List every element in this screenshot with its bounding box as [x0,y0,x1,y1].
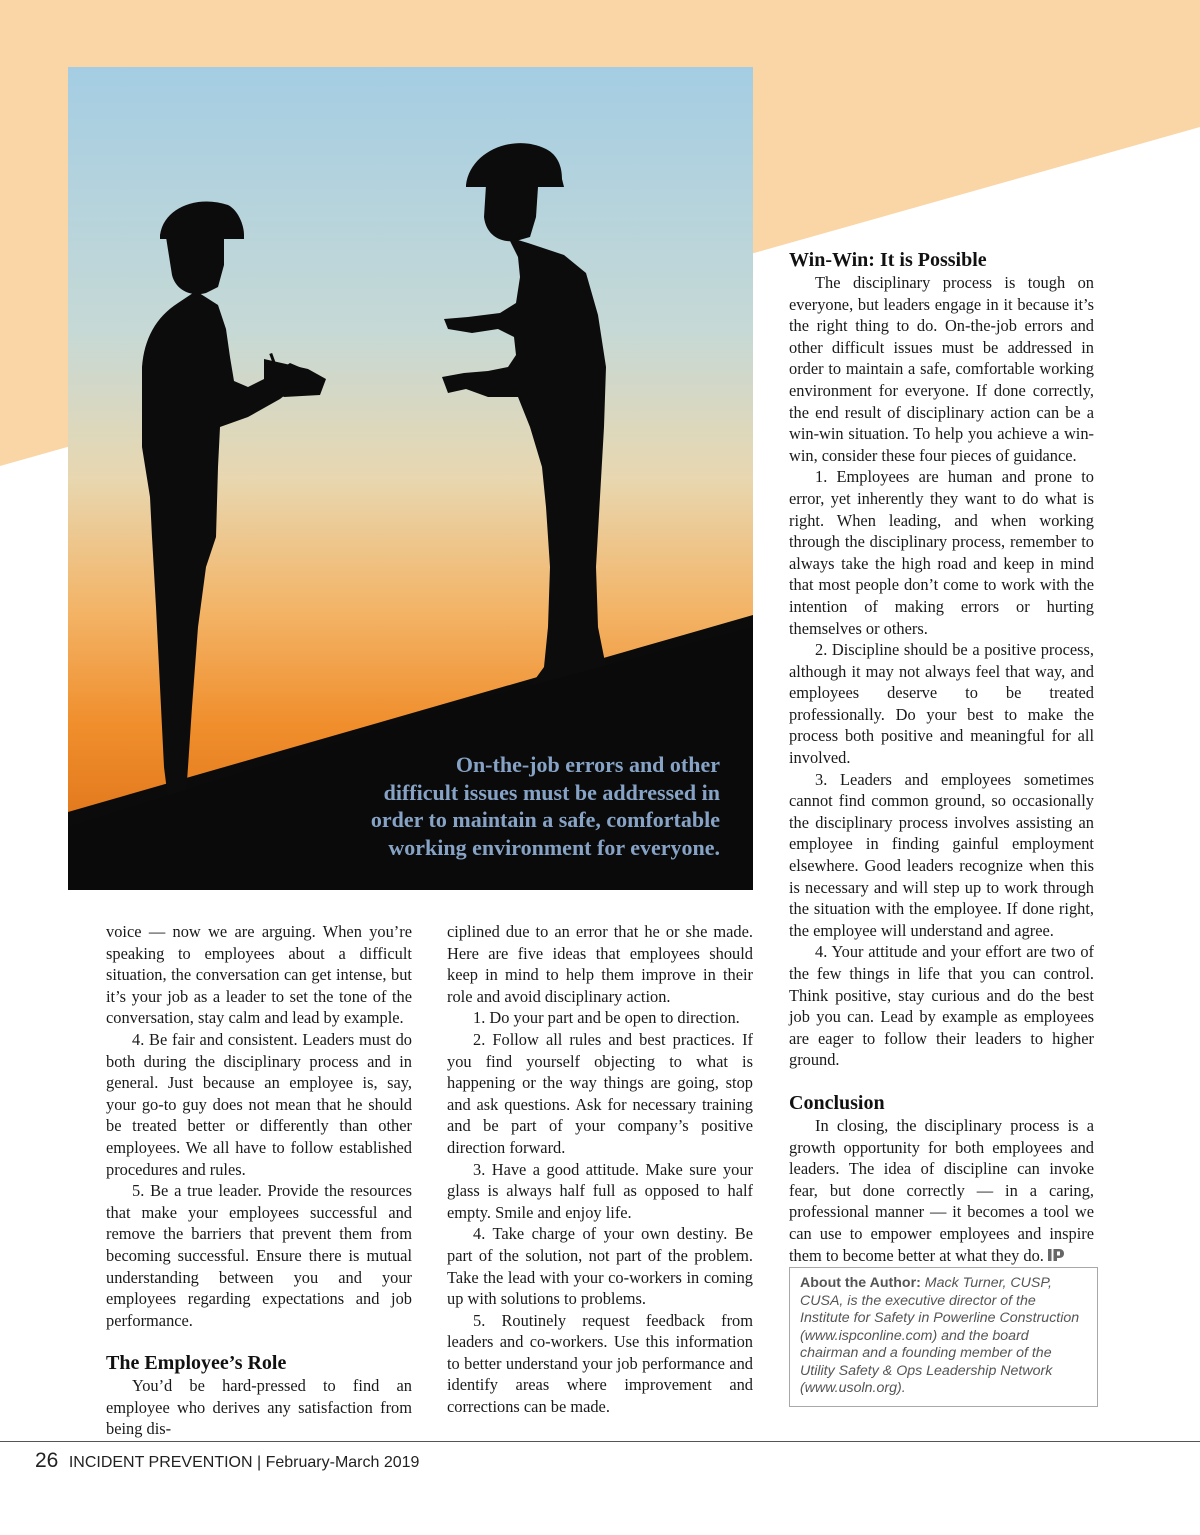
article-column-3 [789,248,1094,1266]
pull-quote-line: On-the-job errors and other [455,752,720,777]
section-heading: Conclusion [789,1091,885,1114]
paragraph: 4. Your attitude and your effort are two of the few things in life that you can control. Think positive, stay curious and do the best job you can. Lead by example as employees are eager to follow their leaders to higher ground. [789,942,1094,1070]
paragraph: 1. Do your part and be open to direction. [473,1008,740,1028]
paragraph: 2. Follow all rules and best practices. If you find yourself objecting to what is happening or the way things are going, stop and ask questions. Ask for necessary training and be part of your company’s positive direction forward. [447,1029,753,1157]
paragraph: 5. Be a true leader. Provide the resources that make your employees successful and remove the barriers that prevent them from becoming successful. Ensure there is mutual understanding between you and your employees regarding expectations and job performance. [106,1181,412,1330]
paragraph: ciplined due to an error that he or she made. Here are five ideas that employees should keep in mind to help them improve in their role and avoid disciplinary action. [447,922,753,1006]
paragraph: 3. Have a good attitude. Make sure your glass is always half full as opposed to half empty. Smile and enjoy life. [447,1159,753,1222]
pull-quote-line: difficult issues must be addressed in [383,779,720,805]
paragraph: 4. Be fair and consistent. Leaders must do both during the disciplinary process and in general. Just because an employee is, say, your go-to guy does not mean that he should be treated better or differently than other employees. We all have to follow established procedures and rules. [106,1029,412,1179]
paragraph: You’d be hard-pressed to find an employee who derives any satisfaction from being dis- [106,1376,412,1439]
paragraph: voice — now we are arguing. When you’re speaking to employees about a difficult situation, the conversation can get intense, but it’s your job as a leader to set the tone of the conversation, stay calm and lead by example. [106,922,412,1028]
paragraph-text: In closing, the disciplinary process is a growth opportunity for both employees and leaders. The idea of discipline can invoke fear, but done correctly — in a caring, professional manner — it becomes a tool we can use to empower employees and inspire them to become better at what they do. [789,1115,1094,1265]
author-bio-box [789,1267,1098,1407]
article-column-2 [447,921,753,1418]
paragraph [789,1115,1094,1266]
workers-silhouette-photo [68,67,753,890]
author-bio-text: Mack Turner, CUSP, CUSA, is the executive director of the Institute for Safety in Powerline Construction (www.ispconline.com) and the board chairman and a founding member of the Utility Safety & Ops Leadership Network (www.usoln.org). [800,1275,1080,1396]
publication-line: INCIDENT PREVENTION | February-March 2019 [68,1454,420,1471]
page-number: 26 [35,1449,59,1472]
paragraph: 1. Employees are human and prone to error, yet inherently they want to do what is right. When leading, and when working through the disciplinary process, remember to always take the high road and keep in mind that most people don’t come to work with the intention of making errors or hurting themselves or others. [789,467,1094,638]
ip-end-mark-icon [1048,1248,1064,1262]
paragraph: 5. Routinely request feedback from leaders and co-workers. Use this information to better understand your job performance and identify areas where improvement and corrections can be made. [447,1310,753,1417]
paragraph: 3. Leaders and employees sometimes cannot find common ground, so occasionally the disciplinary process involves assisting an employee in finding gainful employment elsewhere. Good leaders recognize when this is necessary and will step up to work through the situation with the employee. If done right, the employee will understand and agree. [789,769,1094,940]
article-column-1 [106,921,412,1440]
page-footer [35,1449,419,1473]
paragraph: 2. Discipline should be a positive process, although it may not always feel that way, and employees deserve to be treated professionally. Do your best to make the process both positive and meaningful for all involved. [789,640,1094,768]
pull-quote [300,751,720,861]
pull-quote-line: working environment for everyone. [388,834,720,860]
paragraph: 4. Take charge of your own destiny. Be part of the solution, not part of the problem. Take the lead with your co-workers in coming up with solutions to problems. [447,1224,753,1309]
section-heading: Win-Win: It is Possible [789,249,987,271]
author-label: About the Author: [800,1275,925,1291]
pull-quote-line: order to maintain a safe, comfortable [370,807,720,832]
footer-divider [0,1441,1200,1442]
paragraph: The disciplinary process is tough on everyone, but leaders engage in it because it’s the right thing to do. On-the-job errors and other difficult issues must be addressed in order to maintain a safe, comfortable working environment for everyone. If done correctly, the end result of disciplinary action can be a win-win situation. To help you achieve a win-win, consider these four pieces of guidance. [789,273,1094,465]
section-heading: The Employee’s Role [106,1352,287,1375]
